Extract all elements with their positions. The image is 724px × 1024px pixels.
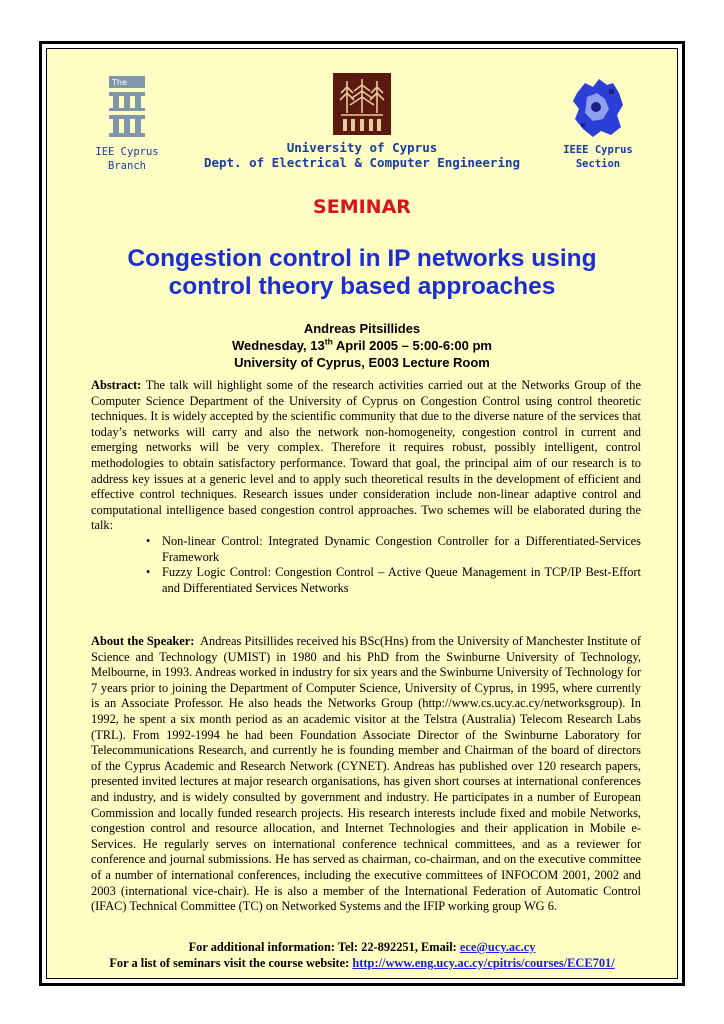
about-speaker-label: About the Speaker:: [91, 634, 195, 648]
bullet-icon: •: [146, 565, 151, 580]
talk-details: [47, 320, 677, 371]
ieee-section-sub: Section: [575, 158, 621, 170]
abstract-text: The talk will highlight some of the research activities carried out at the Networks Group of the Computer Science Department of the University of Cyprus on Congestion Control using control theoretic techniques. It is widely accepted by the scientific community that due to the diverse nature of the services that today’s networks will carry and also the network non-homogeneity, congestion control in current and emerging networks will be very complex. Therefore it requires robust, possibly intelligent, control methodologies to obtain satisfactory performance. Toward that goal, the principal aim of our research is to address key issues at a generic level and to apply such theoretical results in the development of efficient and effective control techniques. Research issues under consideration include non-linear adaptive control and computational intelligence based congestion control approaches. Two schemes will be elaborated during the talk:: [91, 378, 642, 533]
department-name: Dept. of Electrical & Computer Engineering: [203, 155, 521, 170]
university-of-cyprus-logo-icon: [333, 73, 391, 135]
list-item: • Non-linear Control: Integrated Dynamic Congestion Controller for a Differentiated-Services Framework: [146, 533, 641, 564]
iee-logo-icon: [108, 75, 146, 141]
talk-title: Congestion control in IP networks using control theory based approaches: [127, 245, 597, 300]
about-speaker-text: Andreas Pitsillides received his BSc(Hns) from the University of Manchester Institute of Science and Technology (UMIST) in 1980 and his PhD from the Swinburne University of Technology, Melbourne, in 1993. Andreas worked in industry for six years and the Swinburne University of Technology for 7 years prior to joining the Department of Computer Science, University of Cyprus, in 1995, where currently is an Associate Professor. He also heads the Networks Group (http://www.cs.ucy.ac.cy/networksgroup). In 1992, he spent a six month period as an academic visitor at the Telstra (Australia) Telecom Research Labs (TRL). From 1992-1994 he had been Foundation Associate Director of the Swinburne Laboratory for Telecommunications Research, and currently he is founding member and Chairman of the board of directors of the Cyprus Academic and Research Network (CYNET). Andreas has published over 120 research papers, presented invited lectures at major research organisations, has given short courses at international conferences and industry, and is widely consulted by government and industry. He participates in a number of European Commission and locally funded research projects. His research interests include fixed and mobile Networks, congestion control and resource allocation, and Internet Technologies and their application in Mobile e-Services. He regularly serves on international conference technical committees, and as a reviewer for conference and journal submissions. He has served as chairman, co-chairman, and on the executive committee of a number of international conferences, including the executive committees of INFOCOM 2001, 2002 and 2003 (international vice-chair). He is also a member of the International Federation of Automatic Control (IFAC) Technical Committee (TC) on Networked Systems and the IFIP working group WG 6.: [91, 634, 641, 914]
about-speaker-section: [91, 634, 641, 915]
contact-footer: [47, 939, 677, 971]
poster-page: [46, 48, 678, 979]
email-link[interactable]: ece@ucy.ac.cy: [459, 940, 536, 954]
talk-date: Wednesday, 13th April 2005 – 5:00-6:00 pm: [232, 336, 492, 353]
abstract-section: [91, 378, 641, 596]
talk-venue: University of Cyprus, E003 Lecture Room: [234, 355, 490, 370]
contact-line: For additional information: Tel: 22-892251, Email: ece@ucy.ac.cy: [188, 940, 536, 954]
poster-frame: [39, 41, 685, 986]
abstract-label: Abstract:: [91, 378, 142, 392]
svg-text:The: The: [112, 78, 127, 87]
speaker-name: Andreas Pitsillides: [303, 321, 421, 336]
ieee-logo-icon: [569, 75, 627, 141]
university-name: University of Cyprus: [286, 140, 438, 155]
iee-branch-sub: Branch: [108, 160, 146, 172]
seminar-label: SEMINAR: [313, 196, 411, 218]
course-website-link[interactable]: http://www.eng.ucy.ac.cy/cpitris/courses/ECE701/: [352, 956, 615, 970]
iee-branch-name: IEE Cyprus: [95, 146, 159, 158]
bullet-icon: •: [146, 533, 151, 548]
iee-branch-header: [87, 75, 167, 173]
website-line: For a list of seminars visit the course website: http://www.eng.ucy.ac.cy/cpitris/courses/ECE701/: [109, 956, 615, 970]
ieee-section-header: [556, 75, 640, 171]
abstract-paragraph: [91, 378, 641, 534]
list-item: • Fuzzy Logic Control: Congestion Control – Active Queue Management in TCP/IP Best-Effort and Differentiated Services Networks: [146, 565, 641, 595]
university-header: [197, 73, 527, 170]
ieee-section-name: IEEE Cyprus: [563, 144, 633, 156]
scheme-list: [91, 534, 641, 596]
